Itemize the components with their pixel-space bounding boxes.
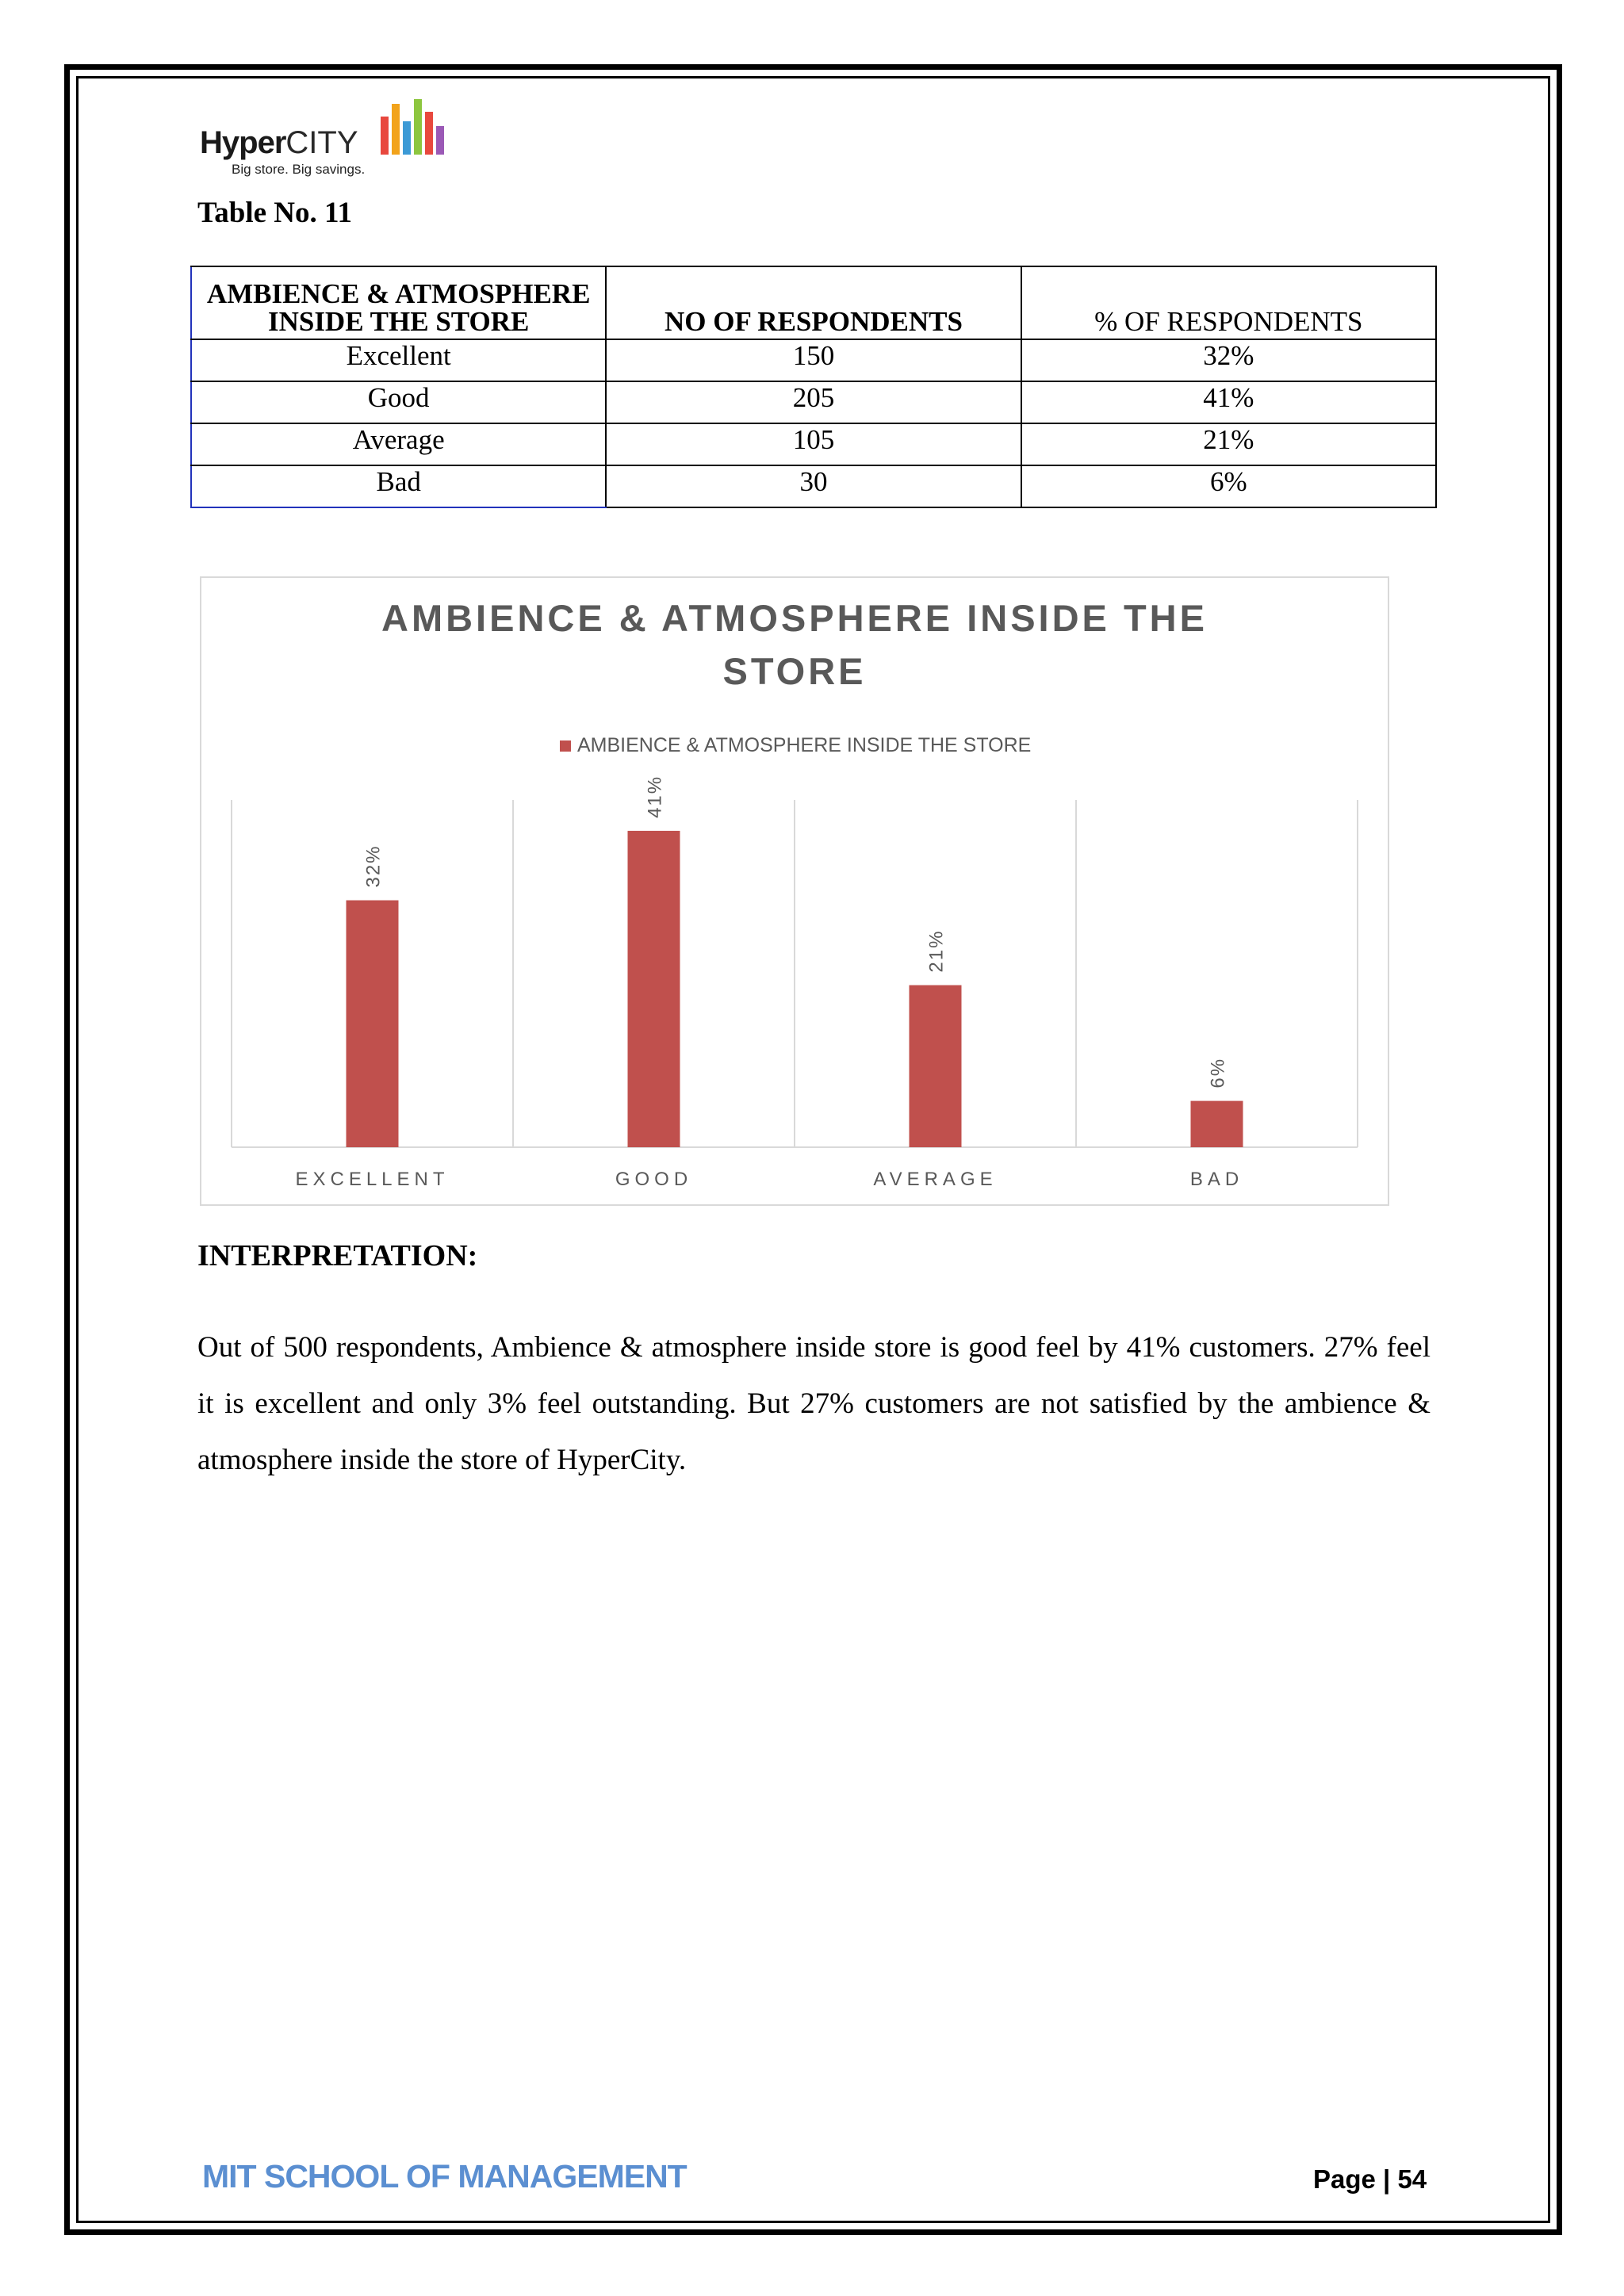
- table-cell-count: 105: [606, 423, 1021, 465]
- x-tick-label: GOOD: [615, 1169, 693, 1190]
- table-header-respondents: NO OF RESPONDENTS: [606, 266, 1021, 339]
- table-cell-count: 30: [606, 465, 1021, 507]
- table-cell-percent: 32%: [1021, 339, 1436, 381]
- table-row: [191, 381, 1436, 423]
- table-header-ambience: [191, 266, 606, 339]
- x-tick-label: EXCELLENT: [295, 1169, 450, 1190]
- table-title: Table No. 11: [197, 197, 352, 229]
- table-row: [191, 465, 1436, 507]
- logo-brand-hyper: Hyper: [200, 125, 286, 160]
- header-line-2: INSIDE THE STORE: [267, 306, 530, 337]
- table-cell-rating: Average: [191, 423, 606, 465]
- table-cell-percent: 6%: [1021, 465, 1436, 507]
- chart-title-line-2: STORE: [722, 650, 867, 692]
- table-cell-rating: Bad: [191, 465, 606, 507]
- table-row: [191, 423, 1436, 465]
- footer-school-name: MIT SCHOOL OF MANAGEMENT: [202, 2158, 687, 2195]
- bar: [628, 831, 680, 1147]
- x-tick-label: BAD: [1189, 1169, 1244, 1190]
- legend-label: AMBIENCE & ATMOSPHERE INSIDE THE STORE: [577, 734, 1032, 756]
- table-header-percent: % OF RESPONDENTS: [1021, 266, 1436, 339]
- ambience-bar-chart: [200, 576, 1389, 1206]
- legend-swatch: [560, 740, 571, 752]
- x-tick-label: AVERAGE: [873, 1169, 998, 1190]
- data-label: 32%: [362, 844, 385, 888]
- footer-page-number: Page | 54: [1313, 2164, 1427, 2194]
- logo-wordmark: [200, 125, 358, 161]
- bar: [1191, 1101, 1243, 1147]
- bar: [347, 901, 399, 1147]
- logo-tagline: Big store. Big savings.: [232, 162, 366, 177]
- chart-title-line-1: AMBIENCE & ATMOSPHERE INSIDE THE: [381, 597, 1208, 639]
- table-cell-percent: 41%: [1021, 381, 1436, 423]
- data-label: 41%: [644, 775, 666, 818]
- chart-plot-area: [232, 775, 1358, 1190]
- table-header-row: [191, 266, 1436, 339]
- table-cell-count: 150: [606, 339, 1021, 381]
- interpretation-text: Out of 500 respondents, Ambience & atmosphere inside store is good feel by 41% customers. 27% feel it is excellent and only 3% feel outstanding. But 27% customers are not satisfied by the ambience & atmosphere inside the store of HyperCity.: [197, 1331, 1431, 1476]
- interpretation-heading: INTERPRETATION:: [197, 1239, 478, 1272]
- bar: [910, 985, 962, 1147]
- table-cell-count: 205: [606, 381, 1021, 423]
- table-cell-rating: Good: [191, 381, 606, 423]
- table-row: [191, 339, 1436, 381]
- table-cell-percent: 21%: [1021, 423, 1436, 465]
- table-cell-rating: Excellent: [191, 339, 606, 381]
- data-label: 6%: [1207, 1057, 1229, 1089]
- logo-brand-city: CITY: [285, 125, 358, 160]
- logo-bars-icon: [381, 98, 447, 155]
- header-line-1: AMBIENCE & ATMOSPHERE: [206, 278, 591, 309]
- data-label: 21%: [925, 929, 948, 973]
- chart-canvas: [201, 578, 1388, 1204]
- respondents-table: [190, 266, 1437, 508]
- hypercity-logo: [200, 94, 454, 181]
